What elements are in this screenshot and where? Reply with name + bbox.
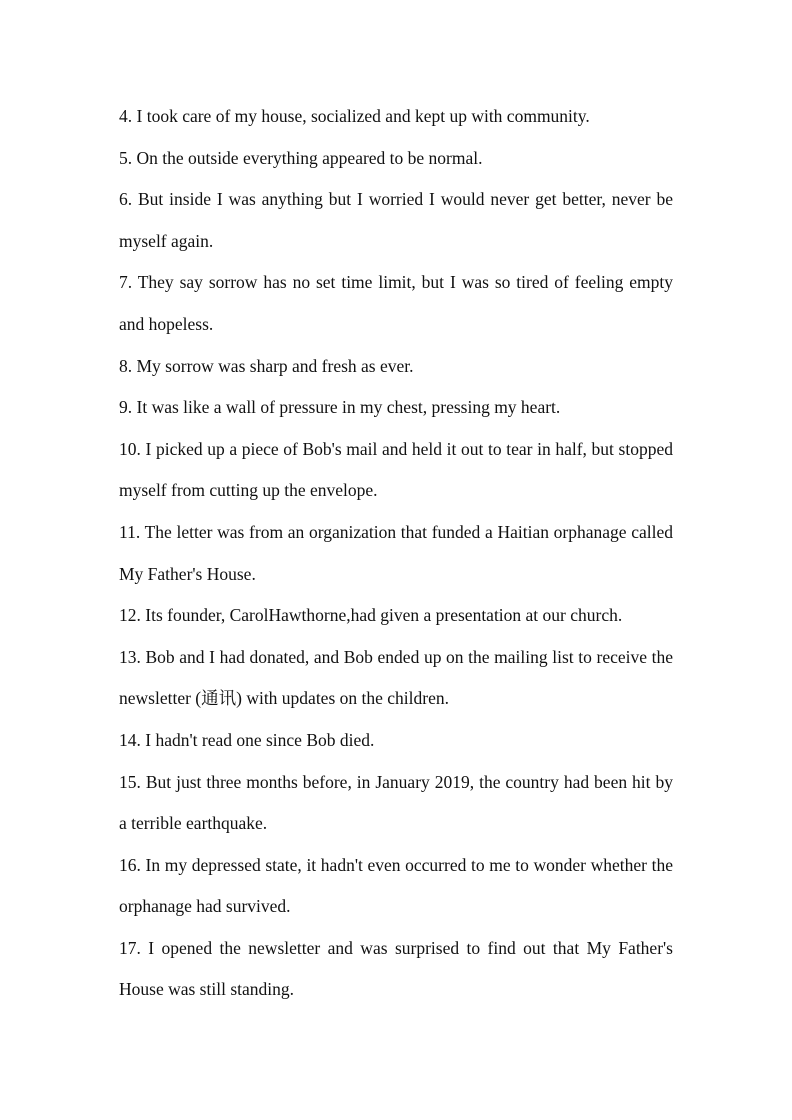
paragraph-16: 16. In my depressed state, it hadn't even occurred to me to wonder whether the orphanage had survived.	[119, 854, 673, 917]
paragraph-8: 8. My sorrow was sharp and fresh as ever.	[119, 355, 414, 376]
paragraph-4: 4. I took care of my house, socialized and kept up with community.	[119, 106, 590, 126]
paragraph-6: 6. But inside I was anything but I worried I would never get better, never be myself again.	[119, 189, 673, 251]
paragraph-5: 5. On the outside everything appeared to be normal.	[119, 147, 483, 168]
document-page	[119, 96, 673, 1011]
paragraph-7: 7. They say sorrow has no set time limit, but I was so tired of feeling empty and hopeless.	[119, 272, 673, 334]
paragraph-9: 9. It was like a wall of pressure in my chest, pressing my heart.	[119, 397, 561, 418]
paragraph-14: 14. I hadn't read one since Bob died.	[119, 729, 375, 750]
paragraph-17: 17. I opened the newsletter and was surprised to find out that My Father's House was still standing.	[119, 937, 673, 1000]
paragraph-12: 12. Its founder, CarolHawthorne,had given a presentation at our church.	[119, 605, 623, 626]
paragraph-11: 11. The letter was from an organization that funded a Haitian orphanage called My Father's House.	[119, 521, 673, 584]
paragraph-10: 10. I picked up a piece of Bob's mail and held it out to tear in half, but stopped myself from cutting up the envelope.	[119, 438, 673, 501]
paragraph-13: 13. Bob and I had donated, and Bob ended up on the mailing list to receive the newsletter (通讯) with updates on the children.	[119, 646, 673, 709]
paragraph-15: 15. But just three months before, in January 2019, the country had been hit by a terrible earthquake.	[119, 771, 673, 834]
